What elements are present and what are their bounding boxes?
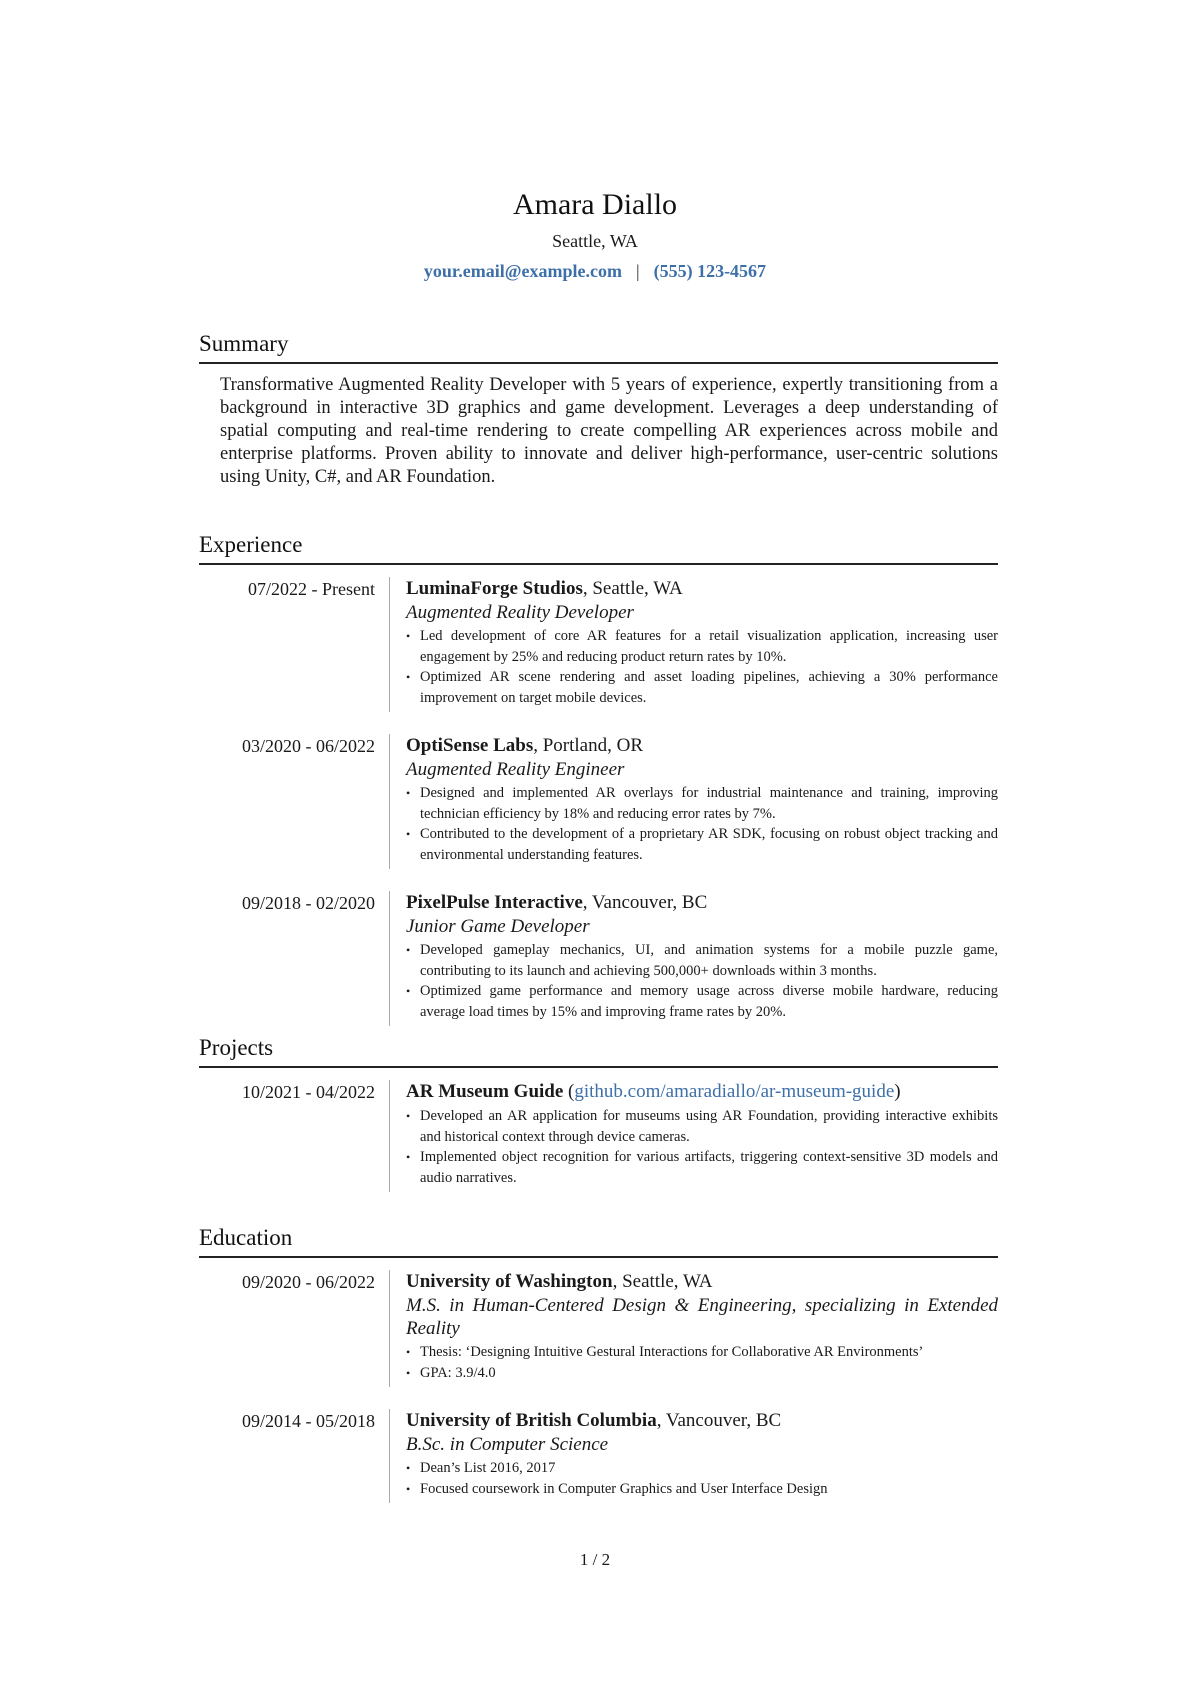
section-title-education: Education	[199, 1225, 293, 1250]
entry-bullets	[406, 1342, 998, 1383]
entry-location: , Seattle, WA	[612, 1271, 713, 1292]
page-number: 1 / 2	[579, 1550, 611, 1569]
entry-org-line	[406, 734, 998, 758]
entry-content	[389, 734, 998, 869]
entry-bullets	[406, 1106, 998, 1188]
entry-org-line	[406, 1409, 998, 1433]
summary-section	[199, 328, 998, 489]
entry-org: LuminaForge Studios	[406, 578, 583, 599]
entry-bullets	[406, 626, 998, 708]
entry-date: 09/2014 - 05/2018	[242, 1411, 375, 1431]
entry-bullets	[406, 1458, 998, 1499]
entry-org-line	[406, 577, 998, 601]
section-divider	[199, 1256, 998, 1258]
project-entry	[199, 1080, 998, 1192]
entry-role: Augmented Reality Developer	[406, 602, 634, 623]
entry-org-line	[406, 1270, 998, 1294]
entry-bullets	[406, 940, 998, 1022]
project-title-line	[406, 1080, 998, 1104]
education-section	[199, 1222, 998, 1503]
project-name: AR Museum Guide	[406, 1081, 564, 1102]
contact-separator: |	[635, 261, 640, 281]
bullet-item: • Thesis: ‘Designing Intuitive Gestural Interactions for Collaborative AR Environments’	[406, 1342, 998, 1363]
section-divider	[199, 362, 998, 364]
entry-location: , Seattle, WA	[582, 578, 683, 599]
bullet-item: • Developed gameplay mechanics, UI, and animation systems for a mobile puzzle game, contributing to its launch and achieving 500,000+ downloads within 3 months.	[406, 940, 998, 981]
experience-section	[199, 529, 998, 1026]
entry-date: 09/2020 - 06/2022	[242, 1272, 375, 1292]
entry-org: University of Washington	[406, 1271, 613, 1292]
resume-header	[0, 186, 1190, 284]
entry-location: , Vancouver, BC	[582, 892, 708, 913]
bullet-item: • Led development of core AR features for a retail visualization application, increasing user engagement by 25% and reducing product return rates by 10%.	[406, 626, 998, 667]
entry-content	[389, 1270, 998, 1387]
link-paren-open: (	[563, 1081, 575, 1102]
section-divider	[199, 1066, 998, 1068]
bullet-item: • Implemented object recognition for various artifacts, triggering context-sensitive 3D models and audio narratives.	[406, 1147, 998, 1188]
education-entry	[199, 1409, 998, 1503]
section-title-projects: Projects	[199, 1035, 274, 1060]
bullet-item: • Dean’s List 2016, 2017	[406, 1458, 998, 1479]
entry-role: Augmented Reality Engineer	[406, 759, 625, 780]
section-title-summary: Summary	[199, 331, 289, 356]
phone-link[interactable]: (555) 123-4567	[653, 261, 767, 281]
summary-text: Transformative Augmented Reality Developer with 5 years of experience, expertly transitioning from a background in interactive 3D graphics and game development. Leverages a deep understanding of spatial computing and real-time rendering to create compelling AR experiences across mobile and enterprise platforms. Proven ability to innovate and deliver high-performance, user-centric solutions using Unity, C#, and AR Foundation.	[220, 375, 998, 487]
bullet-item: • Optimized AR scene rendering and asset loading pipelines, achieving a 30% performance improvement on target mobile devices.	[406, 667, 998, 708]
entry-role: Junior Game Developer	[406, 916, 590, 937]
link-paren-close: )	[894, 1081, 901, 1102]
project-link[interactable]: github.com/amaradiallo/ar-museum-guide	[574, 1081, 895, 1102]
projects-section	[199, 1032, 998, 1192]
entry-date: 10/2021 - 04/2022	[242, 1082, 375, 1102]
entry-org-line	[406, 891, 998, 915]
entry-content	[389, 1409, 998, 1503]
entry-date: 03/2020 - 06/2022	[242, 736, 375, 756]
candidate-name: Amara Diallo	[512, 188, 678, 221]
experience-entry	[199, 734, 998, 869]
contact-line	[0, 258, 1190, 284]
entry-org: OptiSense Labs	[406, 735, 534, 756]
education-entry	[199, 1270, 998, 1387]
entry-org: PixelPulse Interactive	[406, 892, 583, 913]
entry-date: 09/2018 - 02/2020	[242, 893, 375, 913]
entry-location: , Portland, OR	[533, 735, 644, 756]
bullet-item: • Contributed to the development of a proprietary AR SDK, focusing on robust object tracking and environmental understanding features.	[406, 824, 998, 865]
bullet-item: • Developed an AR application for museums using AR Foundation, providing interactive exhibits and historical context through device cameras.	[406, 1106, 998, 1147]
experience-entry	[199, 891, 998, 1026]
experience-entry	[199, 577, 998, 712]
email-link[interactable]: your.email@example.com	[423, 261, 622, 281]
entry-date: 07/2022 - Present	[248, 579, 375, 599]
bullet-item: • Designed and implemented AR overlays for industrial maintenance and training, improving technician efficiency by 18% and reducing error rates by 7%.	[406, 783, 998, 824]
candidate-location: Seattle, WA	[552, 231, 638, 251]
entry-content	[389, 577, 998, 712]
entry-content	[389, 891, 998, 1026]
section-divider	[199, 563, 998, 565]
entry-org: University of British Columbia	[406, 1410, 657, 1431]
entry-degree: M.S. in Human-Centered Design & Engineering, specializing in Extended Reality	[406, 1295, 998, 1339]
entry-bullets	[406, 783, 998, 865]
bullet-item: • GPA: 3.9/4.0	[406, 1363, 998, 1384]
entry-content	[389, 1080, 998, 1192]
bullet-item: • Focused coursework in Computer Graphics and User Interface Design	[406, 1479, 998, 1500]
section-title-experience: Experience	[199, 532, 303, 557]
entry-degree: B.Sc. in Computer Science	[406, 1434, 609, 1455]
entry-location: , Vancouver, BC	[656, 1410, 782, 1431]
bullet-item: • Optimized game performance and memory usage across diverse mobile hardware, reducing average load times by 15% and improving frame rates by 20%.	[406, 981, 998, 1022]
